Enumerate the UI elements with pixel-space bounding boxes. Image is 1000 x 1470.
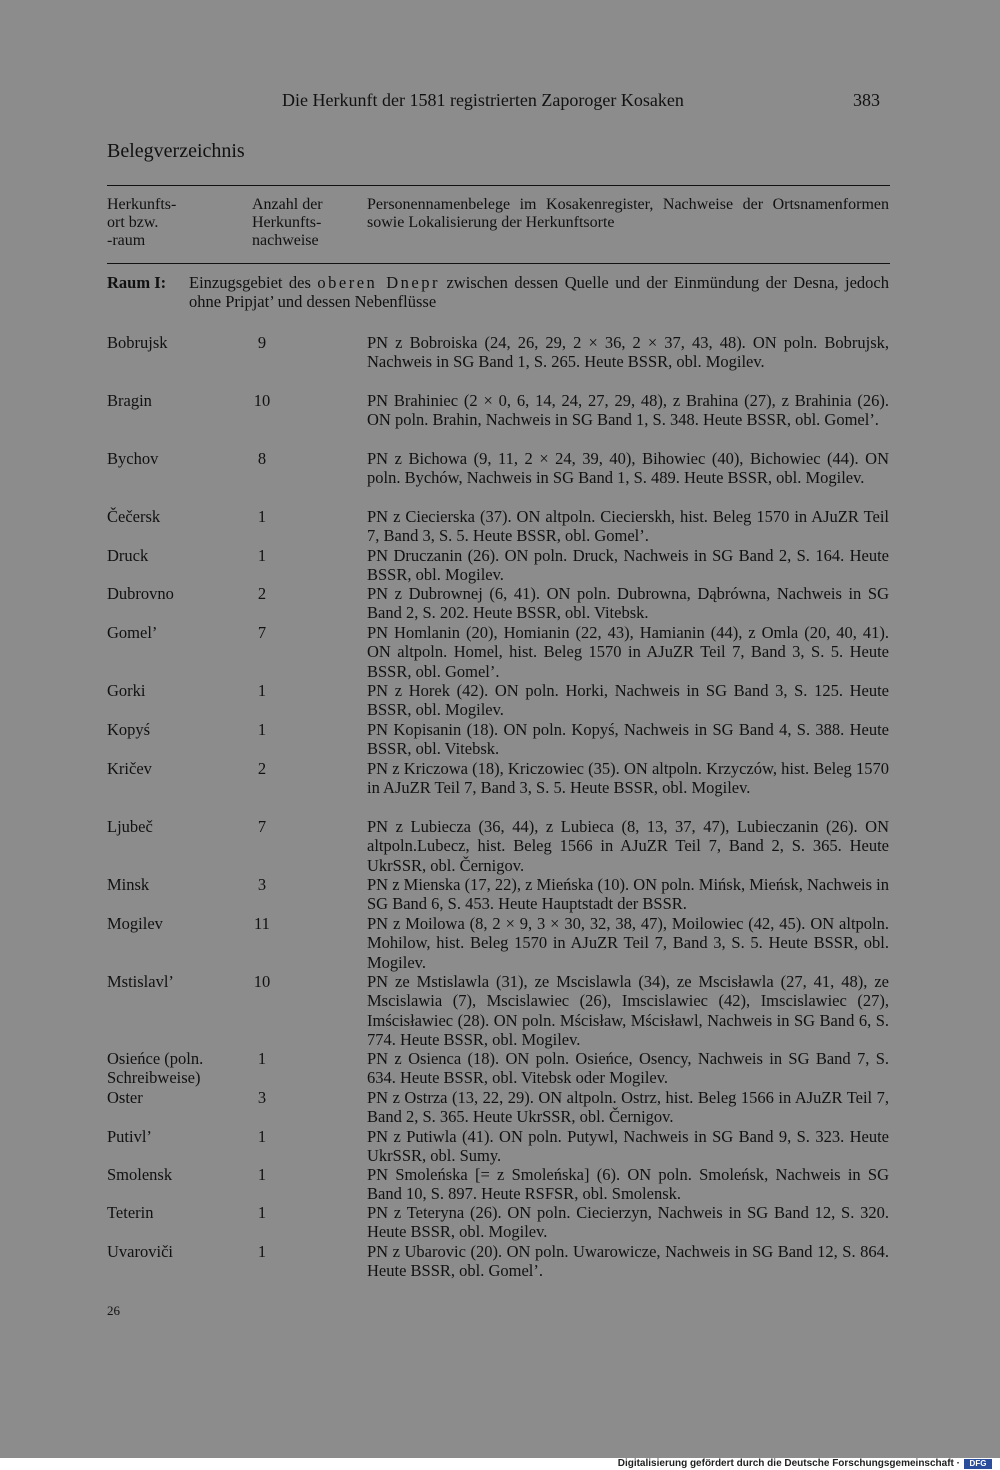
evidence-count: 1 (257, 1165, 267, 1184)
evidence-text: PN Brahiniec (2 × 0, 6, 14, 24, 27, 29, 48), z Brahina (27), z Brahinia (26). ON poln. Brahin, Nachweis in SG Band 1, S. 348. Heute BSSR, obl. Gomel’. (367, 391, 889, 430)
running-head: Die Herkunft der 1581 registrierten Zaporoger Kosaken (282, 90, 684, 110)
origin-place: Minsk (107, 875, 150, 894)
signature-mark: 26 (107, 1303, 120, 1318)
origin-place: Ljubeč (107, 817, 153, 836)
evidence-count: 1 (257, 1242, 267, 1261)
evidence-count: 1 (257, 681, 267, 700)
origin-place: Uvaroviči (107, 1242, 173, 1261)
evidence-count: 7 (257, 817, 267, 836)
column-header-count: Anzahl der Herkunfts- nachweise (252, 196, 323, 249)
evidence-count: 3 (257, 1088, 267, 1107)
evidence-text: PN Druczanin (26). ON poln. Druck, Nachweis in SG Band 2, S. 164. Heute BSSR, obl. Mogilev. (367, 546, 889, 585)
region-label: Raum I: (107, 273, 167, 292)
origin-place: Teterin (107, 1203, 154, 1222)
table-top-rule (107, 185, 890, 186)
evidence-count: 1 (257, 546, 267, 565)
evidence-count: 11 (254, 914, 270, 933)
evidence-text: PN z Ciecierska (37). ON altpoln. Ciecierskh, hist. Beleg 1570 in AJuZR Teil 7, Band 3, S. 5. Heute BSSR, obl. Gomel’. (367, 507, 889, 546)
evidence-text: PN z Bichowa (9, 11, 2 × 24, 39, 40), Bihowiec (40), Bichowiec (44). ON poln. Bychów, Nachweis in SG Band 1, S. 489. Heute BSSR, obl. Mogilev. (367, 449, 889, 488)
origin-place: Čečersk (107, 507, 161, 526)
origin-place: Bragin (107, 391, 152, 410)
evidence-count: 1 (257, 1049, 267, 1068)
evidence-count: 8 (257, 449, 267, 468)
footer-bar (0, 1458, 1000, 1470)
evidence-text: PN Smoleńska [= z Smoleńska] (6). ON poln. Smoleńsk, Nachweis in SG Band 10, S. 897. Heute RSFSR, obl. Smolensk. (367, 1165, 889, 1204)
evidence-text: PN ze Mstislawla (31), ze Mscislawla (34), ze Mscisławla (27, 41, 48), ze Mscislawia (7), Mscislawiec (26), Imscislawiec (42), Imscislawiec (27), Imścisławiec (28). ON poln. Mścisław, Mścisławl, Nachweis in SG Band 6, S. 774. Heute BSSR, obl. Mogilev. (367, 972, 889, 1049)
evidence-text: PN z Osienca (18). ON poln. Osieńce, Osency, Nachweis in SG Band 7, S. 634. Heute BSSR, obl. Vitebsk oder Mogilev. (367, 1049, 889, 1088)
table-header-rule (107, 263, 890, 264)
origin-place: Kopyś (107, 720, 151, 739)
origin-place: Smolensk (107, 1165, 173, 1184)
evidence-count: 3 (257, 875, 267, 894)
origin-place: Mstislavl’ (107, 972, 174, 991)
evidence-count: 10 (253, 972, 271, 991)
origin-place: Putivl’ (107, 1127, 152, 1146)
evidence-text: PN z Dubrownej (6, 41). ON poln. Dubrowna, Dąbrówna, Nachweis in SG Band 2, S. 202. Heute BSSR, obl. Vitebsk. (367, 584, 889, 623)
evidence-count: 9 (257, 333, 267, 352)
origin-place: Dubrovno (107, 584, 174, 603)
evidence-text: PN z Ubarovic (20). ON poln. Uwarowicze, Nachweis in SG Band 12, S. 864. Heute BSSR, obl. Gomel’. (367, 1242, 889, 1281)
evidence-text: PN z Bobroiska (24, 26, 29, 2 × 36, 2 × 37, 43, 48). ON poln. Bobrujsk, Nachweis in SG Band 1, S. 265. Heute BSSR, obl. Mogilev. (367, 333, 889, 372)
page-number: 383 (853, 90, 880, 110)
column-header-origin: Herkunfts- ort bzw. -raum (107, 196, 177, 249)
evidence-text: PN z Teteryna (26). ON poln. Ciecierzyn, Nachweis in SG Band 12, S. 320. Heute BSSR, obl. Mogilev. (367, 1203, 889, 1242)
origin-place: Mogilev (107, 914, 163, 933)
evidence-count: 1 (257, 720, 267, 739)
evidence-count: 10 (253, 391, 271, 410)
evidence-text: PN z Lubiecza (36, 44), z Lubieca (8, 13, 37, 47), Lubieczanin (26). ON altpoln.Lubecz, hist. Beleg 1566 in AJuZR Teil 7, Band 2, S. 365. Heute UkrSSR, obl. Černigov. (367, 817, 889, 875)
column-header-evidence: Personennamenbelege im Kosakenregister, Nachweise der Ortsnamenformen sowie Lokalisierung der Herkunftsorte (367, 196, 889, 231)
evidence-count: 7 (257, 623, 267, 642)
evidence-text: PN Homlanin (20), Homianin (22, 43), Hamianin (44), z Omla (20, 40, 41). ON altpoln. Homel, hist. Beleg 1570 in AJuZR Teil 7, Band 3, S. 5. Heute BSSR, obl. Gomel’. (367, 623, 889, 681)
origin-place: Kričev (107, 759, 152, 778)
origin-place: Bychov (107, 449, 159, 468)
evidence-text: PN z Ostrza (13, 22, 29). ON altpoln. Ostrz, hist. Beleg 1566 in AJuZR Teil 7, Band 2, S. 365. Heute UkrSSR, obl. Černigov. (367, 1088, 889, 1127)
section-title: Belegverzeichnis (107, 140, 245, 162)
origin-place: Oster (107, 1088, 143, 1107)
evidence-text: PN z Kriczowa (18), Kriczowiec (35). ON altpoln. Krzyczów, hist. Beleg 1570 in AJuZR Teil 7, Band 3, S. 5. Heute BSSR, obl. Mogilev. (367, 759, 889, 798)
region-emphasis: oberen Dnepr (317, 273, 440, 292)
evidence-text: PN z Mienska (17, 22), z Mieńska (10). ON poln. Mińsk, Mieńsk, Nachweis in SG Band 6, S. 453. Heute Hauptstadt der BSSR. (367, 875, 889, 914)
region-description: Einzugsgebiet des oberen Dnepr zwischen dessen Quelle und der Einmündung der Desna, jedoch ohne Pripjat’ und dessen Nebenflüsse (189, 273, 889, 311)
origin-place: Bobrujsk (107, 333, 168, 352)
evidence-count: 2 (257, 584, 267, 603)
evidence-count: 1 (257, 1127, 267, 1146)
funding-note: Digitalisierung gefördert durch die Deutsche Forschungsgemeinschaft · (617, 1458, 960, 1469)
evidence-count: 1 (257, 507, 267, 526)
origin-place: Osieńce (poln. Schreibweise) (107, 1049, 204, 1088)
origin-place: Gomel’ (107, 623, 158, 642)
evidence-count: 1 (257, 1203, 267, 1222)
origin-place: Druck (107, 546, 149, 565)
origin-place: Gorki (107, 681, 146, 700)
evidence-text: PN z Putiwla (41). ON poln. Putywl, Nachweis in SG Band 9, S. 323. Heute UkrSSR, obl. Sumy. (367, 1127, 889, 1166)
dfg-logo: DFG (964, 1459, 992, 1469)
evidence-text: PN z Moilowa (8, 2 × 9, 3 × 30, 32, 38, 47), Moilowiec (42, 45). ON altpoln. Mohilow, hist. Beleg 1570 in AJuZR Teil 7, Band 3, S. 5. Heute BSSR, obl. Mogilev. (367, 914, 889, 972)
evidence-count: 2 (257, 759, 267, 778)
evidence-text: PN Kopisanin (18). ON poln. Kopyś, Nachweis in SG Band 4, S. 388. Heute BSSR, obl. Vitebsk. (367, 720, 889, 759)
evidence-text: PN z Horek (42). ON poln. Horki, Nachweis in SG Band 3, S. 125. Heute BSSR, obl. Mogilev. (367, 681, 889, 720)
